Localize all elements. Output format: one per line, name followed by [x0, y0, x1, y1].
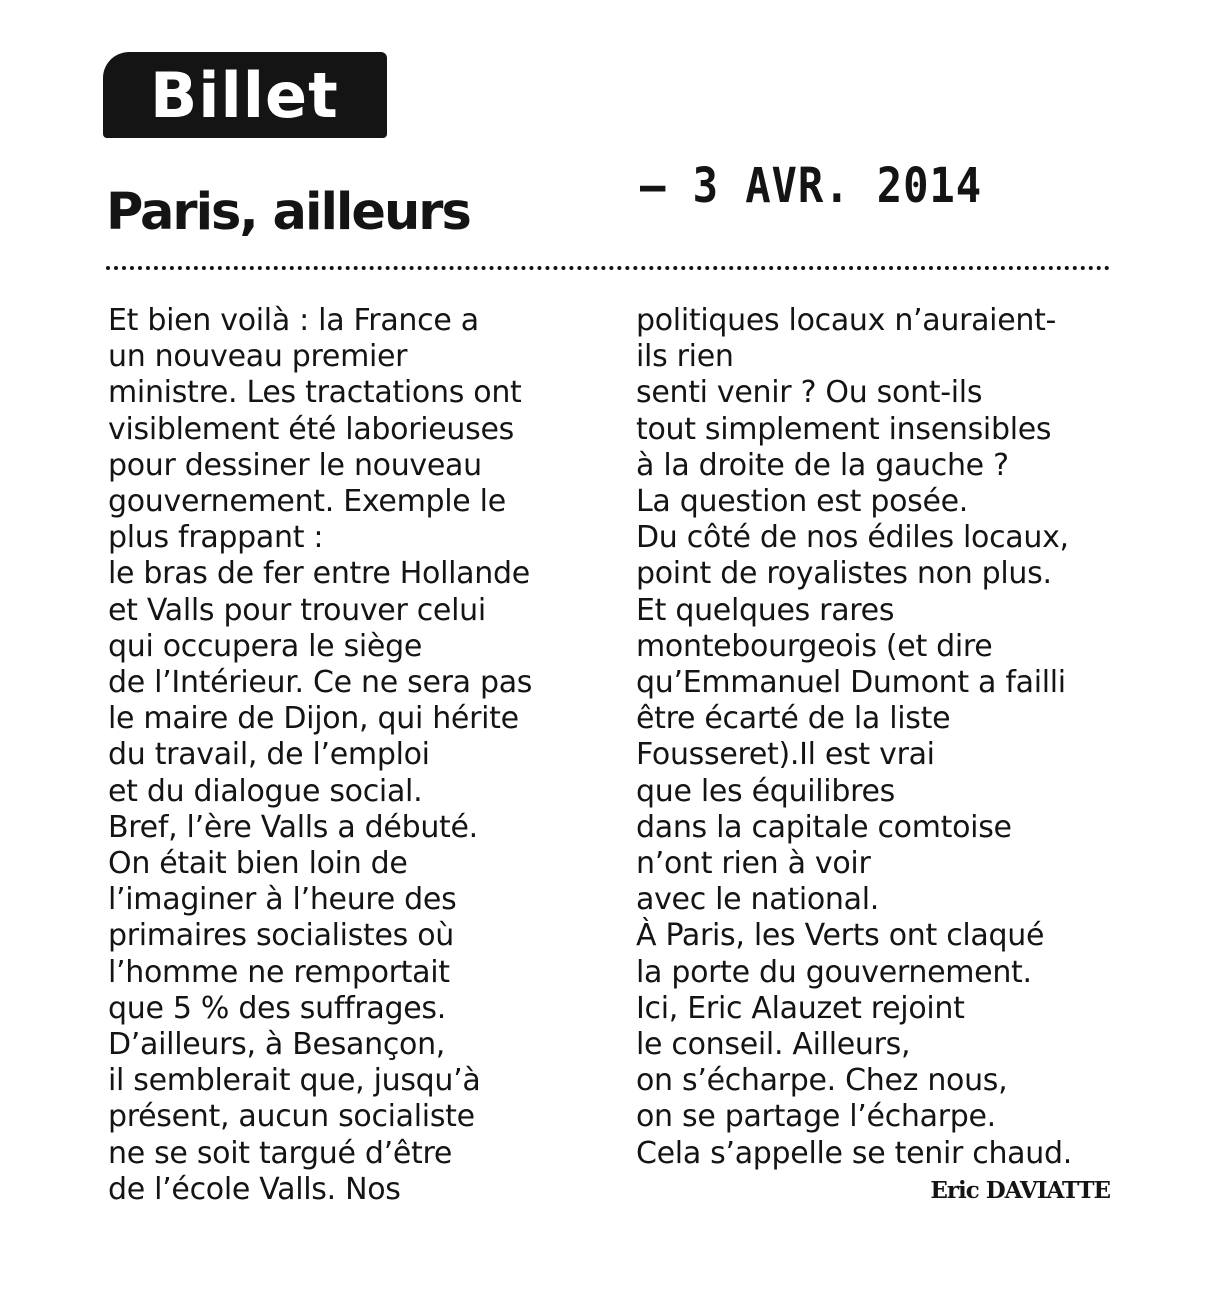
article-line: et Valls pour trouver celui [108, 592, 486, 628]
article-line: À Paris, les Verts ont claqué [636, 918, 1045, 954]
article-line: ne se soit targué d’être [108, 1135, 452, 1171]
article-line: le conseil. Ailleurs, [636, 1027, 911, 1063]
date-stamp: – 3 AVR. 2014 [640, 158, 983, 214]
article-line: D’ailleurs, à Besançon, [108, 1027, 446, 1063]
article-line: primaires socialistes où [108, 918, 455, 954]
article-column-left [108, 303, 588, 1208]
article-line: et du dialogue social. [108, 773, 423, 809]
article-line: La question est posée. [636, 484, 969, 520]
article-line: le bras de fer entre Hollande [108, 556, 530, 592]
article-line: on s’écharpe. Chez nous, [636, 1063, 1008, 1099]
headline: Paris, ailleurs [106, 183, 470, 242]
article-line: pour dessiner le nouveau [108, 447, 482, 483]
article-line: Cela s’appelle se tenir chaud. [636, 1135, 1072, 1171]
article-line: l’imaginer à l’heure des [108, 882, 457, 918]
article-line: montebourgeois (et dire [636, 628, 993, 664]
article-line: senti venir ? Ou sont-ils [636, 375, 983, 411]
article-line: Ici, Eric Alauzet rejoint [636, 990, 965, 1026]
article-line: Fousseret).Il est vrai [636, 737, 935, 773]
article-line: de l’école Valls. Nos [108, 1171, 401, 1207]
author-byline: Eric DAVIATTE [930, 1177, 1110, 1204]
article-line: tout simplement insensibles [636, 411, 1052, 447]
article-line: Bref, l’ère Valls a débuté. [108, 809, 478, 845]
article-line: l’homme ne remportait [108, 954, 450, 990]
article-line: avec le national. [636, 882, 879, 918]
article-line: on se partage l’écharpe. [636, 1099, 996, 1135]
article-line: présent, aucun socialiste [108, 1099, 475, 1135]
article-line: ministre. Les tractations ont [108, 375, 522, 411]
article-line: du travail, de l’emploi [108, 737, 430, 773]
article-line: être écarté de la liste [636, 701, 951, 737]
article-line: Et quelques rares [636, 592, 895, 628]
article-line: qui occupera le siège [108, 628, 422, 664]
article-line: plus frappant : [108, 520, 324, 556]
dotted-divider [106, 266, 1110, 270]
article-column-right [636, 303, 1116, 1172]
article-line: à la droite de la gauche ? [636, 447, 1009, 483]
article-line: dans la capitale comtoise [636, 809, 1012, 845]
article-line: un nouveau premier [108, 339, 408, 375]
article-line: que 5 % des suffrages. [108, 990, 446, 1026]
article-line: ils rien [636, 339, 734, 375]
article-line: politiques locaux n’auraient- [636, 303, 1057, 338]
article-line: Et bien voilà : la France a [108, 303, 479, 338]
article-line: que les équilibres [636, 773, 895, 809]
article-line: On était bien loin de [108, 846, 408, 882]
article-line: qu’Emmanuel Dumont a failli [636, 665, 1066, 701]
article-line: visiblement été laborieuses [108, 411, 514, 447]
article-line: Du côté de nos édiles locaux, [636, 520, 1069, 556]
article-line: la porte du gouvernement. [636, 954, 1032, 990]
section-label: Billet [150, 59, 339, 132]
article-line: le maire de Dijon, qui hérite [108, 701, 519, 737]
article-line: n’ont rien à voir [636, 846, 871, 882]
article-line: gouvernement. Exemple le [108, 484, 506, 520]
article-line: point de royalistes non plus. [636, 556, 1052, 592]
article-line: il semblerait que, jusqu’à [108, 1063, 481, 1099]
article-line: de l’Intérieur. Ce ne sera pas [108, 665, 533, 701]
